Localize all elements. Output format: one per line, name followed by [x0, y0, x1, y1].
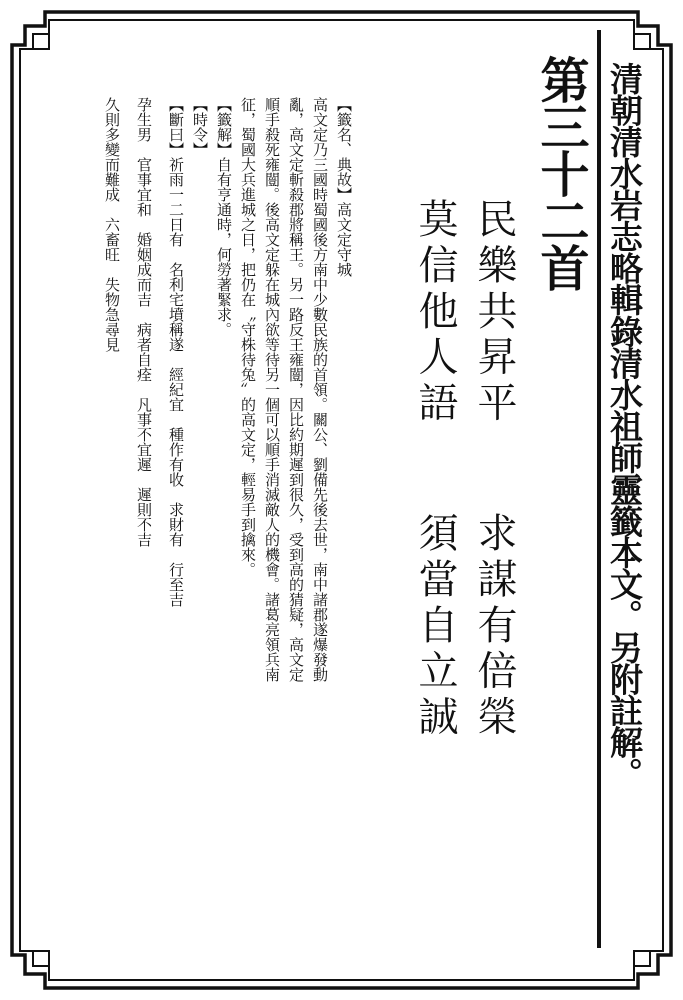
- annotation-title: 【籤名、典故】高文定守城: [335, 97, 353, 277]
- verse-line-2: 求謀有倍榮: [471, 512, 517, 741]
- series-title: 清朝清水岩志略輯錄清水祖師靈籤本文。另附註解。: [605, 62, 644, 789]
- verse-line-3: 莫信他人語: [412, 198, 458, 427]
- annotation-interpretation: 【籤解】自有亨通時，何勞著緊求。: [215, 97, 233, 337]
- annotation-verdict-line-2: 孕生男 官事宜和 婚姻成而吉 病者自痊 凡事不宜遲 遲則不吉: [135, 97, 153, 547]
- verse-line-1: 民樂共昇平: [471, 198, 517, 427]
- annotation-story-line-2: 亂，高文定斬殺郡將稱王。另一路反王雍闓，因比約期遲到很久，受到高的猜疑，高文定: [287, 97, 305, 682]
- annotation-story-line-3: 順手殺死雍闓。後高文定躲在城內欲等待另一個可以順手消滅敵人的機會。諸葛亮領兵南: [263, 97, 281, 682]
- annotation-verdict-line-3: 久則多變而難成 六畜旺 失物急尋見: [103, 97, 121, 352]
- annotation-story-line-1: 高文定乃三國時蜀國後方南中少數民族的首領。關公、劉備先後去世，南中諸郡遂爆發動: [311, 97, 329, 682]
- annotation-season: 【時令】: [191, 97, 209, 157]
- corner-ornament-top-left: [33, 34, 49, 49]
- corner-ornament-top-right: [634, 34, 650, 49]
- corner-ornament-bottom-right: [634, 951, 650, 966]
- corner-ornament-bottom-left: [33, 951, 49, 966]
- verse-line-4: 須當自立誠: [412, 512, 458, 741]
- annotation-verdict-line-1: 【斷曰】祈雨一二日有 名利宅墳稱遂 經紀宜 種作有收 求財有 行至吉: [167, 97, 185, 607]
- annotation-story-line-4: 征，蜀國大兵進城之日，把仍在〝守株待兔〞的高文定，輕易手到擒來。: [239, 97, 257, 577]
- poem-number-title: 第三十二首: [533, 55, 591, 290]
